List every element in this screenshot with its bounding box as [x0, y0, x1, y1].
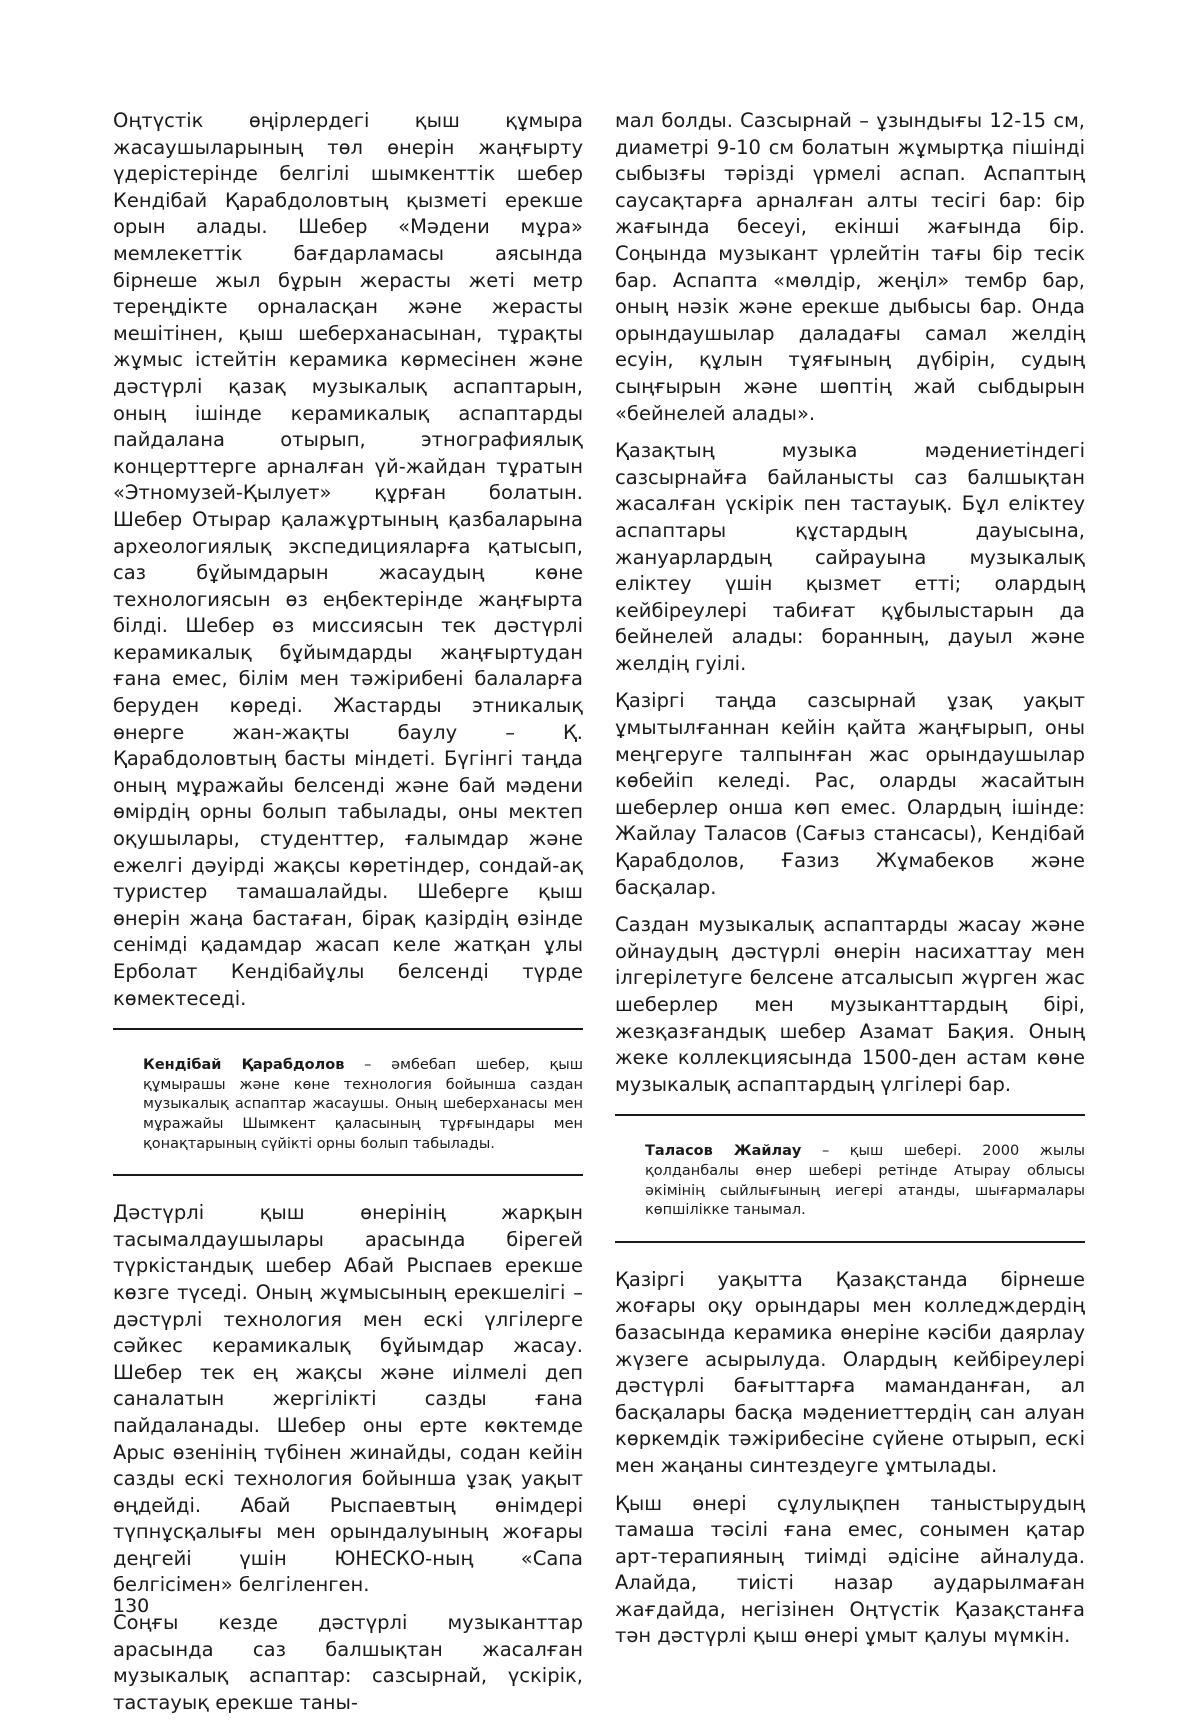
- note-name: Таласов Жайлау: [645, 1143, 802, 1160]
- note-karabdolov: [113, 1030, 583, 1174]
- note-text: – әмбебап шебер, қыш құмырашы және көне технология бойынша саздан музыкалық аспаптар жасаушы. Оның шеберханасы мен мұражайы Шымкент қаласының тұрғындары мен қонақтарының сүйікті орны болып табылады.: [143, 1057, 583, 1152]
- paragraph-bakiya: Саздан музыкалық аспаптарды жасау және ойнаудың дәстүрлі өнерін насихаттау мен ілгерілетуге белсене атсалысып жүрген жас шеберлер мен музыканттардың бірі, жезқазғандық шебер Азамат Бақия. Оның жеке коллекциясында 1500-ден астам көне музыкалық аспаптардың үлгілері бар.: [615, 913, 1085, 1096]
- paragraph-uskirik: Қазақтың музыка мәдениетіндегі сазсырнайға байланысты саз балшықтан жасалған үскірік пен тастауық. Бұл еліктеу аспаптары құстардың дауысына, жануарлардың сайрауына музыкалық еліктеу үшін қызмет етті; олардың кейбіреулері табиғат құбылыстарын да бейнелей алады: боранның, дауыл және желдің гуілі.: [615, 439, 1085, 675]
- paragraph-education: Қазіргі уақытта Қазақстанда бірнеше жоғары оқу орындары мен колледждердің базасында керамика өнеріне кәсіби даярлау жүзеге асырылуда. Олардың кейбіреулері дәстүрлі бағыттарға маманданған, ал басқалары басқа мәдениеттердің сан алуан көркемдік тәжірибесіне сүйене отырып, ескі мен жаңаны синтездеуге ұмтылады.: [615, 1267, 1085, 1477]
- paragraph-revival: Қазіргі таңда сазсырнай ұзақ уақыт ұмытылғаннан кейін қайта жаңғырып, оны меңгеруге талпынған жас орындаушылар көбейіп келеді. Рас, оларды жасайтын шеберлер онша көп емес. Олардың ішінде: Жайлау Таласов (Сағыз стансасы), Кендібай Қарабдолов, Ғазиз Жұмабеков және басқалар.: [615, 689, 1085, 899]
- note-name: Кендібай Қарабдолов: [143, 1057, 345, 1074]
- paragraph-sazsyrnai: мал болды. Сазсырнай – ұзындығы 12-15 см, диаметрі 9-10 см болатын жұмыртқа пішінді сыбызғы тәрізді үрмелі аспап. Аспаптың саусақтарға арналған алты тесігі бар: бір жағында бесеуі, екінші жағында бір. Соңында музыкант үрлейтін тағы бір тесік бар. Аспапта «мөлдір, жеңіл» тембр бар, оның нәзік және ерекше дыбысы бар. Онда орындаушылар даладағы самал желдің есуін, құлын тұяғының дүбірін, судың сыңғырын және шөптің жай сыбдырын «бейнелей алады».: [615, 109, 1085, 425]
- note-bottom-rule: [113, 1174, 583, 1176]
- page-number: 130: [113, 1595, 150, 1617]
- left-column: [113, 108, 583, 1727]
- note-bottom-rule: [615, 1241, 1085, 1243]
- paragraph-art-therapy: Қыш өнері сұлулықпен таныстырудың тамаша тәсілі ғана емес, сонымен қатар арт-терапияның тиімді әдісіне айналуда. Алайда, тиісті назар аударылмаған жағдайда, негізінен Оңтүстік Қазақстанға тән дәстүрлі қыш өнері ұмыт қалуы мүмкін.: [615, 1491, 1085, 1648]
- note-text: – қыш шебері. 2000 жылы қолданбалы өнер шебері ретінде Атырау облысы әкімінің сыйлығының иегері атанды, шығармалары көпшілікке танымал.: [645, 1143, 1086, 1219]
- paragraph-karabdolov: Оңтүстік өңірлердегі қыш құмыра жасаушыларының төл өнерін жаңғырту үдерістерінде белгілі шымкенттік шебер Кендібай Қарабдоловтың қызметі ерекше орын алады. Шебер «Мәдени мұра» мемлекеттік бағдарламасы аясында бірнеше жыл бұрын жерасты жеті метр тереңдікте орналасқан және жерасты мешітінен, қыш шеберханасынан, тұрақты жұмыс істейтін керамика көрмесінен және дәстүрлі қазақ музыкалық аспаптарын, оның ішінде керамикалық аспаптарды пайдалана отырып, этнографиялық концерттерге арналған үй-жайдан тұратын «Этномузей-Қылует» құрған болатын. Шебер Отырар қалажұртының қазбаларына археологиялық экспедицияларға қатысып, саз бұйымдарын жасаудың көне технологиясын өз еңбектерінде жаңғырта білді. Шебер өз миссиясын тек дәстүрлі керамикалық бұйымдарды жаңғыртудан ғана емес, білім мен тәжірибені балаларға беруден көреді. Жастарды этникалық өнерге жан-жақты баулу – Қ. Қарабдоловтың басты міндеті. Бүгінгі таңда оның мұражайы белсенді және бай мәдени өмірдің орны болып табылады, оны мектеп оқушылары, студенттер, ғалымдар және ежелгі дәуірді жақсы көретіндер, сондай-ақ туристер тамашалайды. Шеберге қыш өнерін жаңа бастаған, бірақ қазірдің өзінде сенімді қадамдар жасап келе жатқан ұлы Ерболат Кендібайұлы белсенді түрде көмектеседі.: [113, 109, 583, 1010]
- paragraph-instruments-start: Соңғы кезде дәстүрлі музыканттар арасында саз балшықтан жасалған музыкалық аспаптар: сазсырнай, үскірік, тастауық ерекше таны-: [113, 1611, 583, 1714]
- note-talasov: [615, 1116, 1085, 1240]
- right-column: [615, 108, 1085, 1661]
- paragraph-ryspaev: Дәстүрлі қыш өнерінің жарқын тасымалдаушылары арасында бірегей түркістандық шебер Абай Рыспаев ерекше көзге түседі. Оның жұмысының ерекшелігі – дәстүрлі технология мен ескі үлгілерге сәйкес керамикалық бұйымдар жасау. Шебер тек ең жақсы және иілмелі деп саналатын жергілікті сазды ғана пайдаланады. Шебер оны ерте көктемде Арыс өзенінің түбінен жинайды, содан кейін сазды ескі технология бойынша ұзақ уақыт өңдейді. Абай Рыспаевтың өнімдері түпнұсқалығы мен орындалуының жоғары деңгейі үшін ЮНЕСКО-ның «Сапа белгісімен» белгіленген.: [113, 1201, 583, 1597]
